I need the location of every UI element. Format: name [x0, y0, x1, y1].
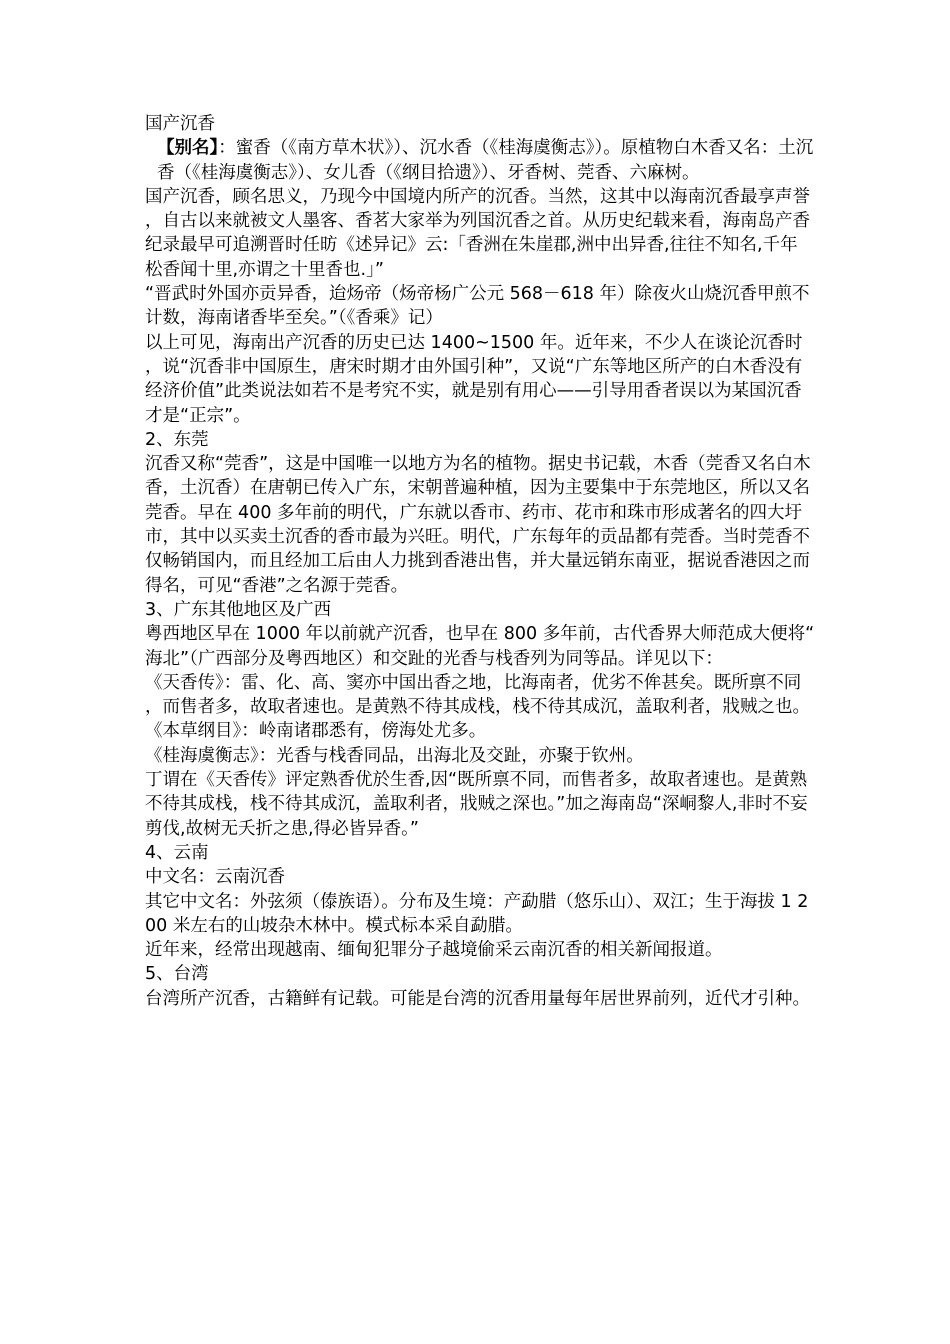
- paragraph-guihai: 《桂海虞衡志》：光香与栈香同品，出海北及交趾，亦聚于钦州。: [145, 745, 644, 766]
- paragraph-bencao: 《本草纲目》：岭南诸郡悉有，傍海处尤多。: [145, 721, 487, 742]
- paragraph-title: 国产沉香: [145, 114, 215, 134]
- paragraph-intro: 国产沉香，顾名思义，乃现今中国境内所产的沉香。当然，这其中以海南沉香最享声誉，自古以来就被文人墨客、香茗大家举为列国沉香之首。从历史纪载来看，海南岛产香纪录最早可追溯晋时任昉《述异记》云:「香洲在朱崖郡,洲中出异香,往往不知名,千年松香闻十里,亦谓之十里香也.」”: [145, 186, 810, 280]
- alias-text: ：蜜香（《南方草木状》）、沉水香（《桂海虞衡志》）。原植物白木香又名：土沉香（《桂海虞衡志》）、女儿香（《纲目拾遗》）、牙香树、莞香、六麻树。: [157, 138, 814, 183]
- document-body: [145, 112, 815, 1011]
- paragraph-alias: [145, 136, 815, 185]
- paragraph-yunnan-name: 中文名：云南沉香: [145, 867, 285, 888]
- paragraph-quote: “晋武时外国亦贡异香，迨炀帝（炀帝杨广公元 568－618 年）除夜火山烧沉香甲煎不计数，海南诸香毕至矣。”（《香乘》记）: [145, 284, 810, 329]
- alias-label: 【别名】: [157, 138, 219, 159]
- paragraph-guangdong-guangxi: 粤西地区早在 1000 年以前就产沉香，也早在 800 多年前，古代香界大师范成大便将“海北”（广西部分及粤西地区）和交趾的光香与栈香列为同等品。详见以下：: [145, 624, 815, 669]
- section-heading-yunnan: 4、云南: [145, 842, 209, 863]
- paragraph-history: 以上可见，海南出产沉香的历史已达 1400~1500 年。近年来，不少人在谈论沉香时，说“沉香非中国原生，唐宋时期才由外国引种”，又说“广东等地区所产的白木香没有经济价值”此类说法如若不是考究不实，就是别有用心——引导用香者误以为某国沉香才是“正宗”。: [145, 332, 803, 426]
- paragraph-yunnan-habitat: 其它中文名：外弦须（傣族语）。分布及生境：产勐腊（悠乐山）、双江；生于海拔 1 200 米左右的山坡杂木林中。模式标本采自勐腊。: [145, 891, 809, 936]
- paragraph-yunnan-news: 近年来，经常出现越南、缅甸犯罪分子越境偷采云南沉香的相关新闻报道。: [145, 940, 723, 961]
- section-heading-taiwan: 5、台湾: [145, 964, 209, 985]
- paragraph-tianxiangzhuan: 《天香传》：雷、化、高、窦亦中国出香之地，比海南者，优劣不侔甚矣。既所禀不同，而售者多，故取者速也。是黄熟不待其成栈，栈不待其成沉，盖取利者，戕贼之也。: [145, 672, 810, 718]
- paragraph-taiwan: 台湾所产沉香，古籍鲜有记载。可能是台湾的沉香用量每年居世界前列，近代才引种。: [145, 988, 810, 1009]
- paragraph-dingwei: 丁谓在《天香传》评定熟香优於生香,因“既所禀不同，而售者多，故取者速也。是黄熟不待其成栈，栈不待其成沉，盖取利者，戕贼之深也。”加之海南岛“深峒黎人,非时不妄剪伐,故树无夭折之患,得必皆异香。”: [145, 770, 808, 839]
- section-heading-dongguan: 2、东莞: [145, 429, 209, 450]
- paragraph-dongguan: 沉香又称“莞香”，这是中国唯一以地方为名的植物。据史书记载，木香（莞香又名白木香，土沉香）在唐朝已传入广东，宋朝普遍种植，因为主要集中于东莞地区，所以又名莞香。早在 400 多年前的明代，广东就以香市、药市、花市和珠市形成著名的四大圩市，其中以买卖土沉香的香市最为兴旺。明代，广东每年的贡品都有莞香。当时莞香不仅畅销国内，而且经加工后由人力挑到香港出售，并大量远销东南亚，据说香港因之而得名，可见“香港”之名源于莞香。: [145, 454, 811, 596]
- section-heading-guangdong-guangxi: 3、广东其他地区及广西: [145, 599, 332, 620]
